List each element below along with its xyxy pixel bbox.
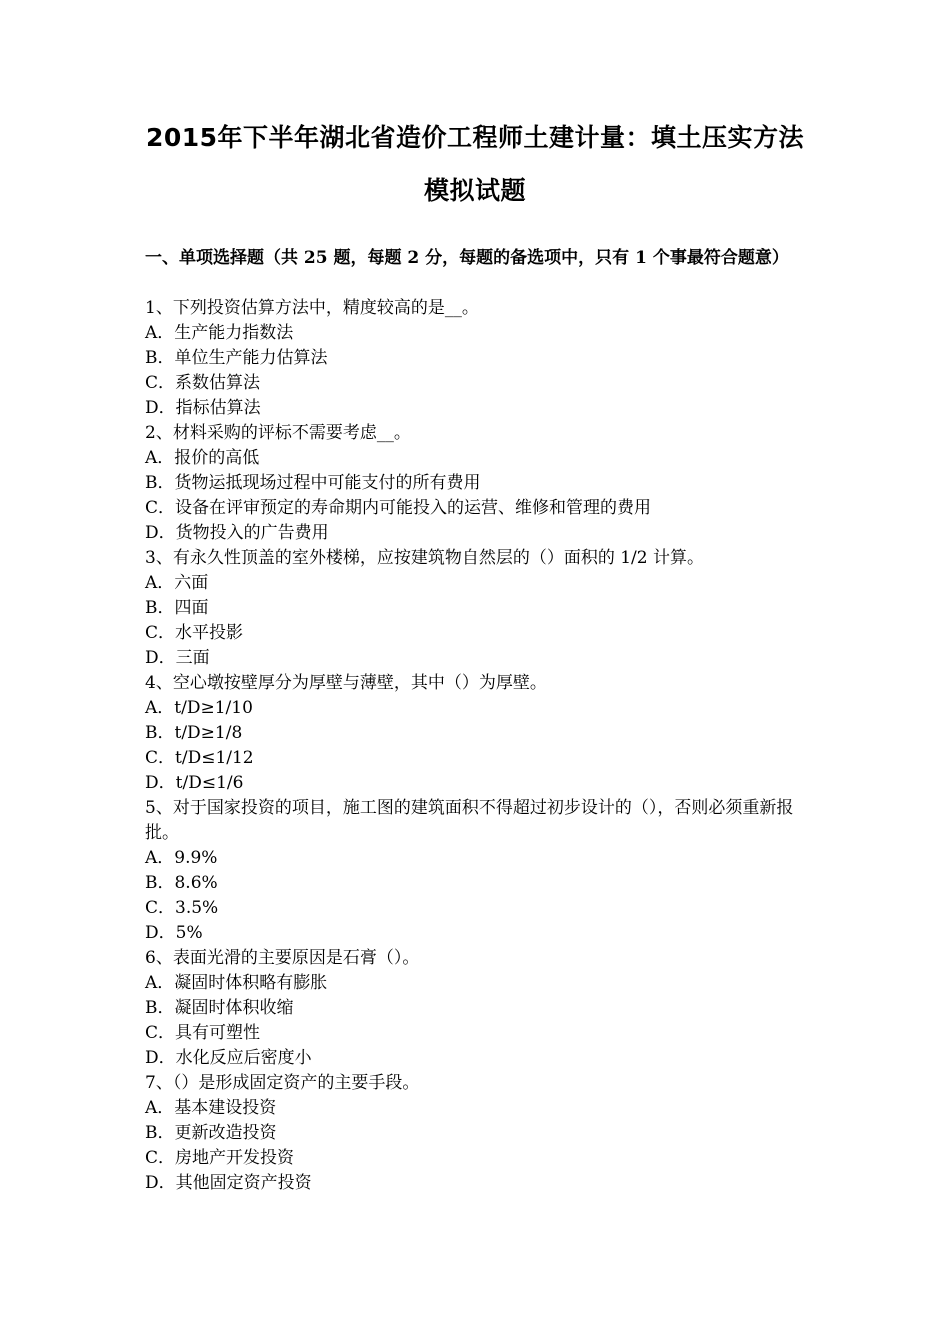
- question-text: 7、（）是形成固定资产的主要手段。: [145, 1073, 420, 1093]
- answer-option: A．报价的高低: [145, 448, 260, 468]
- answer-option: B．四面: [145, 598, 209, 618]
- question-text: 4、空心墩按壁厚分为厚壁与薄壁，其中（）为厚壁。: [145, 673, 547, 693]
- answer-option: B．t/D≥1/8: [145, 723, 243, 743]
- answer-option: B．货物运抵现场过程中可能支付的所有费用: [145, 473, 481, 493]
- answer-option: A．基本建设投资: [145, 1098, 277, 1118]
- answer-option: C．房地产开发投资: [145, 1148, 295, 1168]
- answer-option: A．生产能力指数法: [145, 323, 294, 343]
- answer-option: C．系数估算法: [145, 373, 261, 393]
- answer-option: A．t/D≥1/10: [145, 698, 253, 718]
- question-text: 1、下列投资估算方法中，精度较高的是__。: [145, 298, 479, 318]
- answer-option: B．8.6%: [145, 873, 218, 893]
- answer-option: B．凝固时体积收缩: [145, 998, 294, 1018]
- answer-option: D．t/D≤1/6: [145, 773, 244, 793]
- answer-option: C．t/D≤1/12: [145, 748, 254, 768]
- answer-option: C．具有可塑性: [145, 1023, 261, 1043]
- question-text: 2、材料采购的评标不需要考虑__。: [145, 423, 411, 443]
- answer-option: A．9.9%: [145, 848, 218, 868]
- answer-option: D．指标估算法: [145, 398, 261, 418]
- document-title-line-2: 模拟试题: [423, 176, 526, 205]
- answer-option: C．水平投影: [145, 623, 244, 643]
- question-text: 6、表面光滑的主要原因是石膏（）。: [145, 948, 420, 968]
- answer-option: A．六面: [145, 573, 209, 593]
- question-text: 3、有永久性顶盖的室外楼梯，应按建筑物自然层的（）面积的 1/2 计算。: [145, 548, 704, 568]
- answer-option: B．更新改造投资: [145, 1123, 277, 1143]
- question-text: 5、对于国家投资的项目，施工图的建筑面积不得超过初步设计的（），否则必须重新报批。: [145, 798, 794, 843]
- answer-option: D．三面: [145, 648, 210, 668]
- question-list: [145, 296, 813, 1196]
- answer-option: B．单位生产能力估算法: [145, 348, 328, 368]
- answer-option: D．其他固定资产投资: [145, 1173, 312, 1193]
- answer-option: D．5%: [145, 923, 203, 943]
- answer-option: D．货物投入的广告费用: [145, 523, 329, 543]
- answer-option: C．设备在评审预定的寿命期内可能投入的运营、维修和管理的费用: [145, 498, 652, 518]
- answer-option: D．水化反应后密度小: [145, 1048, 312, 1068]
- document-title-line-1: 2015年下半年湖北省造价工程师土建计量：填土压实方法: [145, 123, 805, 152]
- answer-option: C．3.5%: [145, 898, 219, 918]
- answer-option: A．凝固时体积略有膨胀: [145, 973, 328, 993]
- section-header: 一、单项选择题（共 25 题，每题 2 分，每题的备选项中，只有 1 个事最符合题意）: [145, 248, 789, 268]
